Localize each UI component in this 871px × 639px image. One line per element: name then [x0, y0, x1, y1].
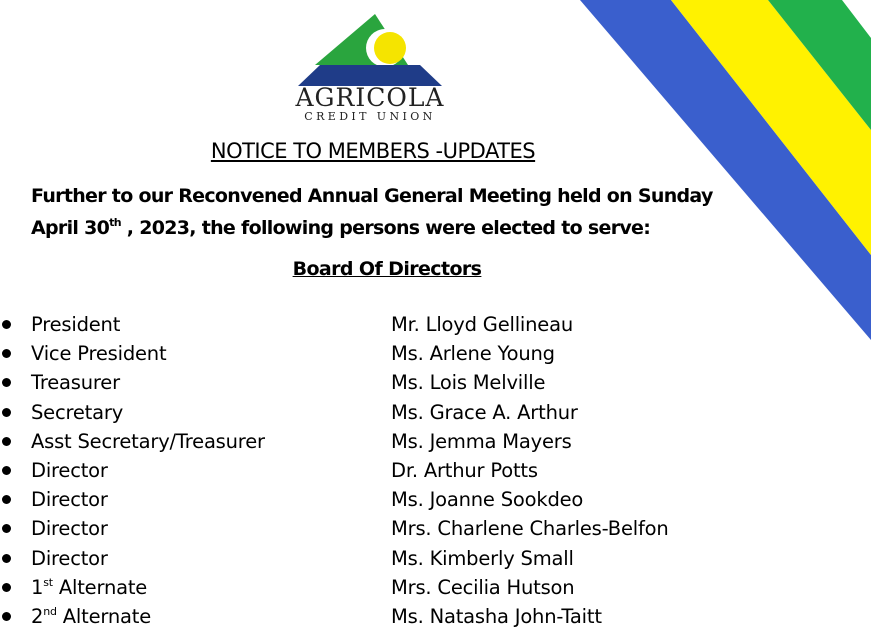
bullet-icon	[2, 524, 11, 533]
member-role: Asst Secretary/Treasurer	[31, 429, 265, 453]
agricola-logo-mark-icon	[290, 10, 450, 92]
list-item	[0, 398, 871, 427]
bullet-icon	[2, 495, 11, 504]
list-item	[0, 427, 871, 456]
member-role: Director	[31, 488, 108, 512]
member-name: Mrs. Charlene Charles-Belfon	[391, 517, 669, 541]
member-name: Ms. Jemma Mayers	[391, 429, 572, 453]
brand-subtitle: CREDIT UNION	[304, 110, 436, 123]
list-item	[0, 544, 871, 573]
member-role: Director	[31, 458, 108, 482]
member-name: Mrs. Cecilia Hutson	[391, 575, 575, 599]
member-name: Dr. Arthur Potts	[391, 458, 538, 482]
member-role: Vice President	[31, 342, 167, 366]
member-name: Ms. Lois Melville	[391, 371, 546, 395]
member-name: Ms. Grace A. Arthur	[391, 400, 578, 424]
bullet-icon	[2, 583, 11, 592]
intro-line-1: Further to our Reconvened Annual General Meeting held on Sunday	[31, 185, 713, 207]
bullet-icon	[2, 378, 11, 387]
section-title: Board Of Directors	[292, 258, 482, 280]
list-item	[0, 456, 871, 485]
member-name: Ms. Joanne Sookdeo	[391, 488, 584, 512]
notice-title: NOTICE TO MEMBERS -UPDATES	[210, 139, 536, 163]
member-role: Treasurer	[31, 371, 120, 395]
member-role: 1st Alternate	[31, 575, 148, 599]
list-item	[0, 339, 871, 368]
bullet-icon	[2, 612, 11, 621]
member-role: Director	[31, 546, 108, 570]
bullet-icon	[2, 349, 11, 358]
list-item	[0, 368, 871, 397]
member-name: Mr. Lloyd Gellineau	[391, 313, 574, 336]
member-role: Director	[31, 517, 108, 541]
list-item	[0, 602, 871, 631]
list-item	[0, 514, 871, 543]
intro-line-2-rest: , 2023, the following persons were elected to serve:	[120, 217, 651, 239]
intro-date-suffix: th	[109, 216, 121, 229]
logo-yellow-sun	[374, 32, 406, 64]
member-name: Ms. Natasha John-Taitt	[391, 604, 602, 628]
member-name: Ms. Arlene Young	[391, 342, 555, 366]
brand-name: AGRICOLA	[295, 83, 445, 112]
member-role: 2nd Alternate	[31, 604, 152, 628]
bullet-icon	[2, 408, 11, 417]
member-role: Secretary	[31, 400, 124, 424]
intro-paragraph	[31, 180, 731, 244]
list-item	[0, 485, 871, 514]
bullet-icon	[2, 320, 11, 329]
member-name: Ms. Kimberly Small	[391, 546, 574, 570]
board-list	[0, 310, 871, 631]
bullet-icon	[2, 437, 11, 446]
bullet-icon	[2, 466, 11, 475]
bullet-icon	[2, 554, 11, 563]
member-role: President	[31, 313, 121, 336]
intro-line-2	[31, 212, 731, 244]
list-item	[0, 310, 871, 339]
list-item	[0, 573, 871, 602]
intro-date: April 30	[31, 217, 110, 239]
